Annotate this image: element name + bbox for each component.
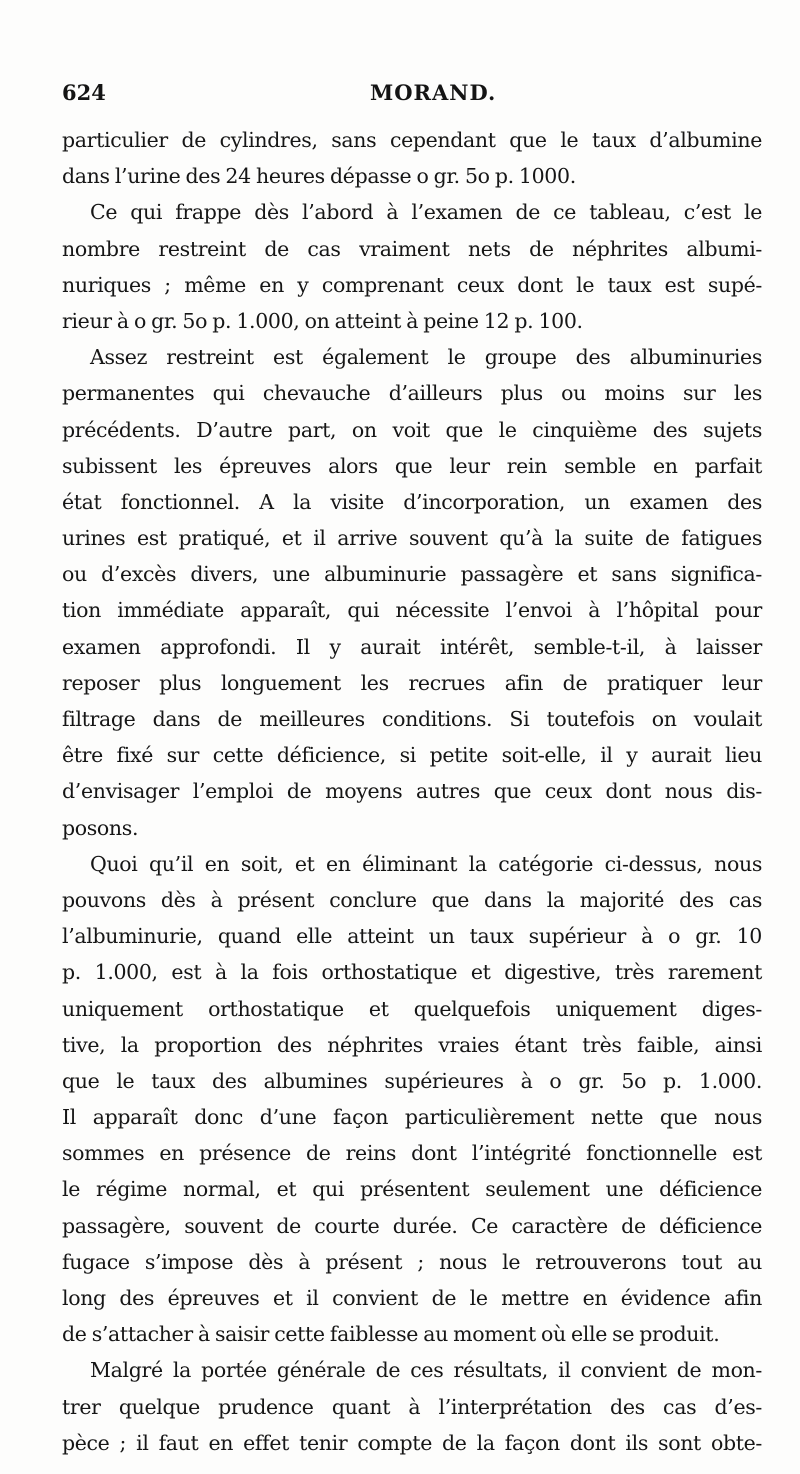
text-line: p. 1.000, est à la fois orthostatique et digestive, très rarement <box>62 960 762 985</box>
text-line: tion immédiate apparaît, qui nécessite l’envoi à l’hôpital pour <box>62 598 762 623</box>
running-title: MORAND. <box>370 80 497 105</box>
text-line: Il apparaît donc d’une façon particulièrement nette que nous <box>62 1105 762 1130</box>
text-line: pouvons dès à présent conclure que dans la majorité des cas <box>62 887 762 912</box>
text-line: permanentes qui chevauche d’ailleurs plus ou moins sur les <box>62 381 762 406</box>
text-line: nombre restreint de cas vraiment nets de néphrites albumi- <box>62 236 762 261</box>
text-line: précédents. D’autre part, on voit que le cinquième des sujets <box>62 417 762 442</box>
text-line: Quoi qu’il en soit, et en éliminant la catégorie ci-dessus, nous <box>90 851 762 876</box>
text-line: l’albuminurie, quand elle atteint un taux supérieur à o gr. 10 <box>62 924 762 949</box>
text-line: Assez restreint est également le groupe des albuminuries <box>90 345 762 370</box>
text-line: ou d’excès divers, une albuminurie passagère et sans significa- <box>62 562 762 587</box>
text-line: nuriques ; même en y comprenant ceux dont le taux est supé- <box>62 272 762 297</box>
text-line: rieur à o gr. 5o p. 1.000, on atteint à peine 12 p. 100. <box>62 308 583 333</box>
text-line: état fonctionnel. A la visite d’incorporation, un examen des <box>62 489 762 514</box>
text-line: subissent les épreuves alors que leur rein semble en parfait <box>62 453 762 478</box>
text-line: que le taux des albumines supérieures à o gr. 5o p. 1.000. <box>62 1068 762 1093</box>
page-number: 624 <box>62 80 106 105</box>
text-line: posons. <box>62 815 139 840</box>
text-line: particulier de cylindres, sans cependant que le taux d’albumine <box>62 128 762 152</box>
text-line: tive, la proportion des néphrites vraies étant très faible, ainsi <box>62 1032 762 1057</box>
text-line: long des épreuves et il convient de le mettre en évidence afin <box>62 1286 762 1310</box>
text-line: dans l’urine des 24 heures dépasse o gr. 5o p. 1000. <box>62 164 576 189</box>
text-line: trer quelque prudence quant à l’interprétation des cas d’es- <box>62 1394 762 1419</box>
text-line: uniquement orthostatique et quelquefois uniquement diges- <box>62 996 762 1021</box>
body-text <box>62 122 762 1461</box>
text-line: filtrage dans de meilleures conditions. Si toutefois on voulait <box>62 707 762 731</box>
text-line: de s’attacher à saisir cette faiblesse au moment où elle se produit. <box>62 1322 720 1347</box>
text-line: Malgré la portée générale de ces résultats, il convient de mon- <box>90 1358 762 1383</box>
text-line: examen approfondi. Il y aurait intérêt, semble-t-il, à laisser <box>62 634 762 659</box>
text-line: fugace s’impose dès à présent ; nous le retrouverons tout au <box>62 1249 762 1274</box>
text-line: urines est pratiqué, et il arrive souvent qu’à la suite de fatigues <box>62 526 762 551</box>
text-line: d’envisager l’emploi de moyens autres que ceux dont nous dis- <box>62 779 762 804</box>
text-line: passagère, souvent de courte durée. Ce caractère de déficience <box>62 1213 762 1238</box>
text-line: pèce ; il faut en effet tenir compte de la façon dont ils sont obte- <box>62 1430 762 1455</box>
text-line: être fixé sur cette déficience, si petite soit-elle, il y aurait lieu <box>62 743 762 768</box>
text-line: sommes en présence de reins dont l’intégrité fonctionnelle est <box>62 1141 762 1166</box>
running-head <box>62 80 762 110</box>
text-line: le régime normal, et qui présentent seulement une déficience <box>62 1177 762 1202</box>
text-line: Ce qui frappe dès l’abord à l’examen de ce tableau, c’est le <box>90 200 762 225</box>
text-line: reposer plus longuement les recrues afin de pratiquer leur <box>62 670 762 695</box>
